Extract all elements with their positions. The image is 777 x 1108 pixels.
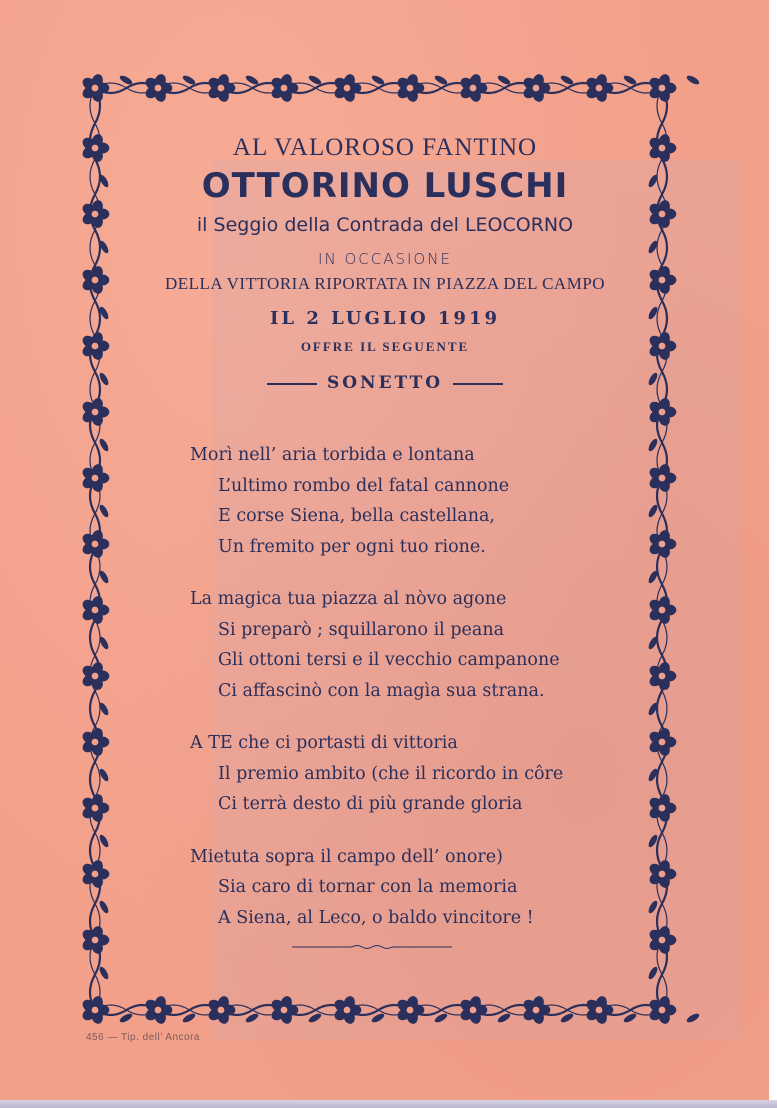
rose-flower-icon	[521, 73, 550, 104]
leaf-icon	[647, 437, 659, 452]
leaf-icon	[98, 437, 110, 452]
poem-line: A TE che ci portasti di vittoria	[190, 733, 458, 753]
poem-line: Un fremito per ogni tuo rione.	[218, 536, 486, 557]
poem-line: L’ultimo rombo del fatal cannone	[218, 475, 510, 496]
leaf-icon	[685, 1012, 700, 1024]
poem-line: Ci terrà desto di più grande gloria	[218, 794, 523, 814]
rose-flower-icon	[143, 995, 172, 1026]
rose-flower-icon	[647, 793, 676, 824]
rose-flower-icon	[80, 595, 109, 626]
rose-flower-icon	[80, 995, 109, 1026]
sonnet-title-text: SONETTO	[326, 373, 444, 393]
leaf-icon	[647, 965, 659, 980]
printer-imprint: 456 — Tip. dell’ Ancora	[86, 1032, 200, 1043]
poem-line: Morì nell’ aria torbida e lontana	[190, 445, 475, 465]
poem-line: Il premio ambito (che il ricordo in côre	[218, 763, 564, 784]
rose-flower-icon	[647, 463, 676, 494]
rose-flower-icon	[647, 925, 676, 956]
closing-rule-ornament	[292, 944, 452, 950]
rose-flower-icon	[584, 73, 613, 104]
header-block	[100, 130, 670, 393]
rose-flower-icon	[647, 595, 676, 626]
rose-flower-icon	[80, 463, 109, 494]
sonnet-body	[190, 440, 563, 955]
stanza-3	[190, 728, 563, 820]
rose-flower-icon	[395, 73, 424, 104]
stanza-2	[190, 584, 563, 706]
rose-flower-icon	[458, 73, 487, 104]
rose-flower-icon	[80, 397, 109, 428]
rose-flower-icon	[647, 73, 676, 104]
rose-flower-icon	[521, 995, 550, 1026]
poem-line: Ci affascinò con la magìa sua strana.	[218, 680, 545, 701]
rose-flower-icon	[80, 793, 109, 824]
offers-line: OFFRE IL SEGUENTE	[300, 339, 470, 354]
rose-flower-icon	[458, 995, 487, 1026]
rose-flower-icon	[647, 661, 676, 692]
rose-flower-icon	[80, 859, 109, 890]
leaf-icon	[98, 899, 110, 914]
date-line: IL 2 LUGLIO 1919	[270, 308, 500, 329]
sonnet-title	[100, 373, 670, 393]
occasion-line: IN OCCASIONE	[318, 250, 452, 268]
title-dash-right	[453, 383, 503, 385]
jockey-name: OTTORINO LUSCHI	[201, 166, 569, 206]
rose-flower-icon	[143, 73, 172, 104]
poem-line: Mietuta sopra il campo dell’ onore)	[190, 846, 503, 867]
rose-flower-icon	[269, 73, 298, 104]
rose-flower-icon	[80, 727, 109, 758]
leaf-icon	[98, 503, 110, 518]
leaf-icon	[685, 74, 700, 86]
leaf-icon	[98, 965, 110, 980]
stanza-4	[190, 842, 563, 934]
rose-flower-icon	[269, 995, 298, 1026]
stanza-1	[190, 440, 563, 562]
rose-flower-icon	[80, 529, 109, 560]
rose-flower-icon	[647, 859, 676, 890]
rose-flower-icon	[80, 73, 109, 104]
rose-flower-icon	[80, 661, 109, 692]
poem-line: Gli ottoni tersi e il vecchio campanone	[218, 650, 560, 670]
rose-flower-icon	[332, 73, 361, 104]
title-dash-left	[267, 383, 317, 385]
leaf-icon	[647, 503, 659, 518]
rose-flower-icon	[647, 397, 676, 428]
dedication-line: AL VALOROSO FANTINO	[232, 134, 538, 161]
poem-line: E corse Siena, bella castellana,	[218, 506, 495, 526]
rose-flower-icon	[206, 995, 235, 1026]
victory-line: DELLA VITTORIA RIPORTATA IN PIAZZA DEL CAMPO	[164, 274, 606, 293]
scan-edge-right	[769, 0, 777, 1108]
poem-line: Si preparò ; squillarono il peana	[218, 619, 505, 640]
rose-flower-icon	[647, 995, 676, 1026]
rose-flower-icon	[647, 727, 676, 758]
rose-flower-icon	[80, 925, 109, 956]
rose-flower-icon	[206, 73, 235, 104]
poem-line: Sia caro di tornar con la memoria	[218, 877, 518, 897]
rose-flower-icon	[647, 529, 676, 560]
from-line: il Seggio della Contrada del LEOCORNO	[196, 214, 574, 236]
rose-flower-icon	[584, 995, 613, 1026]
poem-line: A Siena, al Leco, o baldo vincitore !	[218, 907, 534, 928]
rose-flower-icon	[395, 995, 424, 1026]
scan-edge-bottom	[0, 1100, 777, 1108]
rose-flower-icon	[332, 995, 361, 1026]
poem-line: La magica tua piazza al nòvo agone	[190, 589, 507, 609]
